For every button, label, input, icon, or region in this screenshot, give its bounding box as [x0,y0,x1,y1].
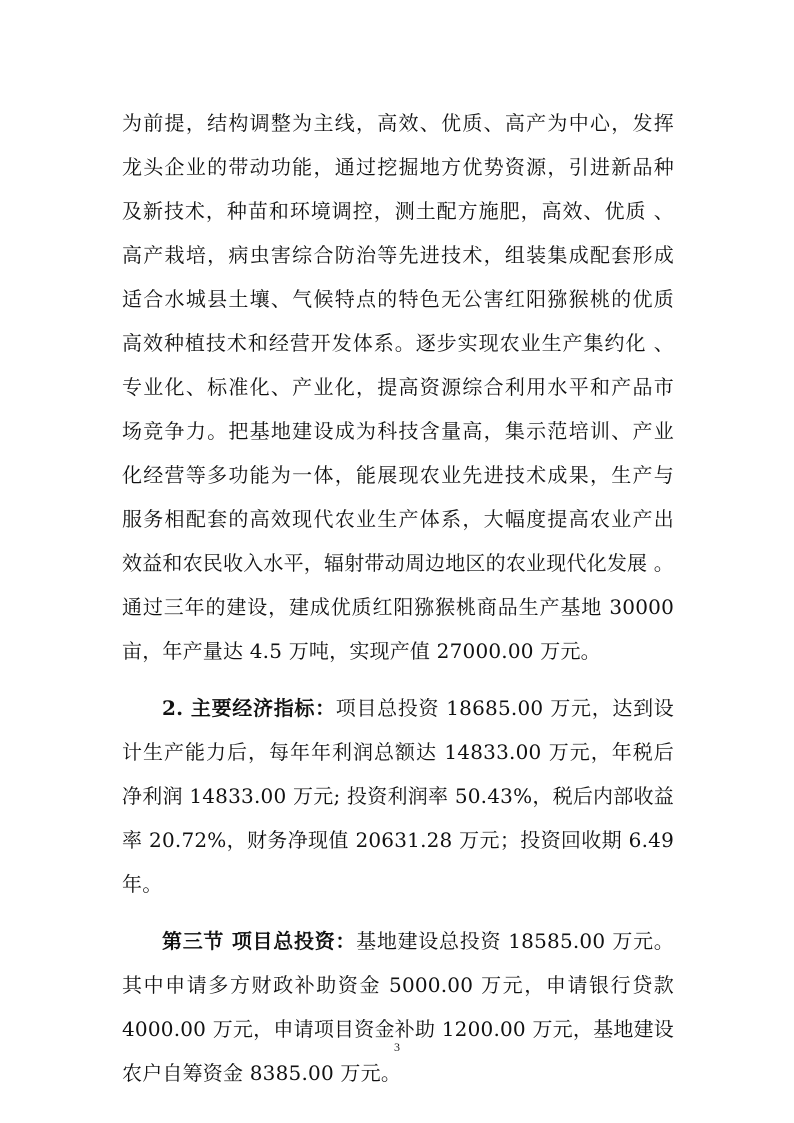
text-line [162,686,674,730]
text-line: 高产栽培，病虫害综合防治等先进技术，组装集成配套形成 [122,243,674,267]
text-line: 及新技术，种苗和环境调控，测土配方施肥，高效、优质 、 [122,199,674,223]
text-line: 亩，年产量达 4.5 万吨，实现产值 27000.00 万元。 [122,639,601,663]
text-line: 率 20.72%，财务净现值 20631.28 万元；投资回收期 6.49 [122,828,674,852]
text-line: 通过三年的建设，建成优质红阳猕猴桃商品生产基地 30000 [122,595,674,619]
text-line: 专业化、标准化、产业化，提高资源综合利用水平和产品市 [122,375,674,399]
text-line: 净利润 14833.00 万元; 投资利润率 50.43%，税后内部收益 [122,784,674,808]
text-line: 4000.00 万元，申请项目资金补助 1200.00 万元，基地建设 [122,1017,674,1041]
text-line: 高效种植技术和经营开发体系。逐步实现农业生产集约化 、 [122,331,674,355]
text-line: 化经营等多功能为一体，能展现农业先进技术成果，生产与 [122,463,674,487]
text-line [162,919,674,963]
text-line: 农户自筹资金 8385.00 万元。 [122,1061,402,1085]
text-span: 项目总投资 18685.00 万元，达到设 [335,696,674,720]
text-line: 场竞争力。把基地建设成为科技含量高，集示范培训、产业 [122,419,674,443]
section-heading-total-investment: 第三节 项目总投资： [162,929,357,953]
page-number: 3 [394,1040,400,1054]
text-line: 龙头企业的带动功能，通过挖掘地方优势资源，引进新品种 [122,155,674,179]
section-heading-economic-indicators: 2. 主要经济指标： [162,696,336,720]
text-line: 其中申请多方财政补助资金 5000.00 万元，申请银行贷款 [122,973,674,997]
text-line: 适合水城县土壤、气候特点的特色无公害红阳猕猴桃的优质 [122,287,674,311]
text-line: 服务相配套的高效现代农业生产体系，大幅度提高农业产出 [122,507,674,531]
text-line: 年。 [122,872,163,896]
text-line: 为前提，结构调整为主线，高效、优质、高产为中心，发挥 [122,111,674,135]
text-line: 计生产能力后，每年年利润总额达 14833.00 万元，年税后 [122,740,674,764]
text-line: 效益和农民收入水平，辐射带动周边地区的农业现代化发展 。 [122,551,674,575]
text-span: 基地建设总投资 18585.00 万元。 [356,929,674,953]
